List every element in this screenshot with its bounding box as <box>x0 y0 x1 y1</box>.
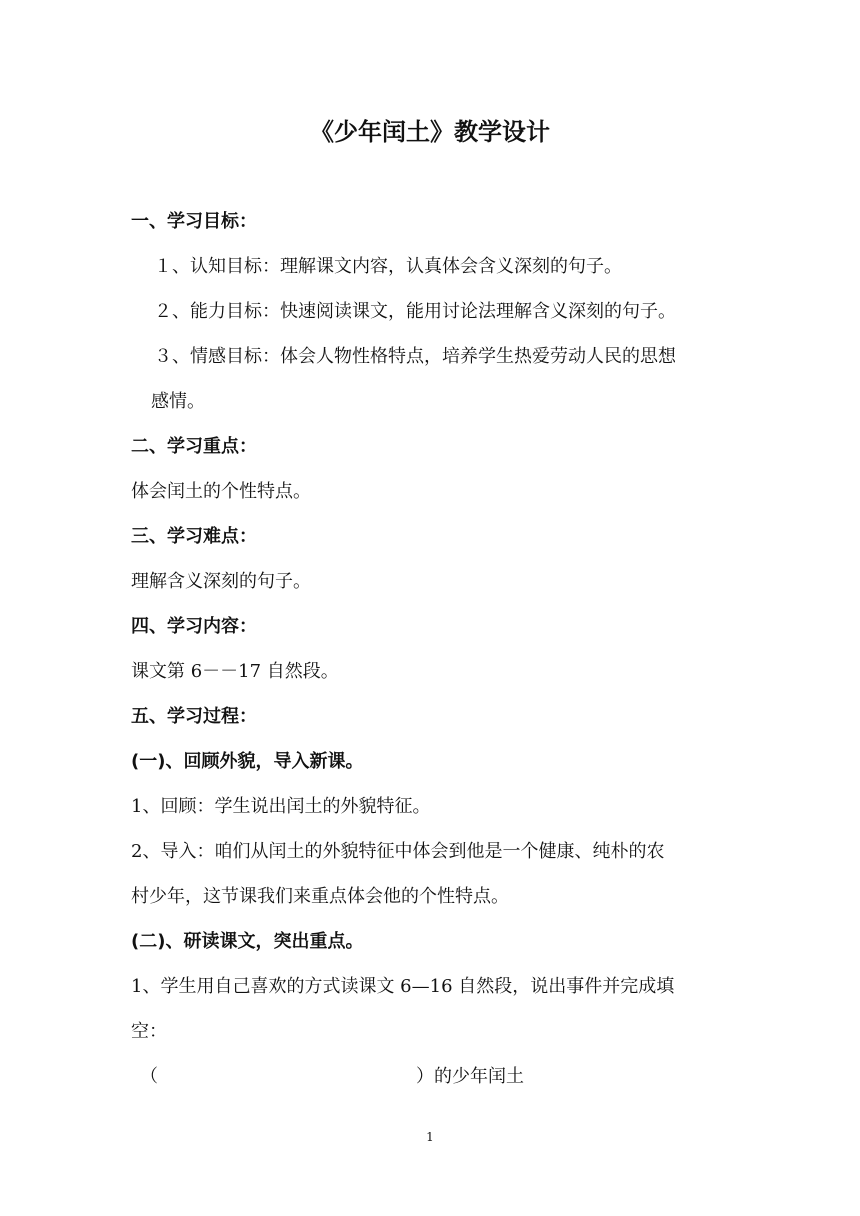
fill-in-blank-line <box>140 1062 524 1088</box>
key-points-text: 体会闰土的个性特点。 <box>131 481 311 502</box>
objective-item-3-line-2: 感情。 <box>151 391 205 412</box>
page-number: 1 <box>426 1130 434 1144</box>
document-title: 《少年闰土》教学设计 <box>310 118 550 146</box>
content-text: 课文第 6－－17 自然段。 <box>131 661 339 682</box>
subsection-heading-study: (二)、研读课文，突出重点。 <box>131 931 364 952</box>
review-item-1: 1、回顾：学生说出闰土的外貌特征。 <box>131 796 431 817</box>
section-heading-process: 五、学习过程： <box>131 706 257 727</box>
section-heading-difficulties: 三、学习难点： <box>131 526 257 547</box>
section-heading-content: 四、学习内容： <box>131 616 257 637</box>
difficulties-text: 理解含义深刻的句子。 <box>131 571 311 592</box>
subsection-heading-review: (一)、回顾外貌，导入新课。 <box>131 751 364 772</box>
review-item-2-line-1: 2、导入：咱们从闰土的外貌特征中体会到他是一个健康、纯朴的农 <box>131 841 665 862</box>
blank-open-paren: （ <box>140 1066 158 1087</box>
objective-item-3-line-1: ３、情感目标：体会人物性格特点，培养学生热爱劳动人民的思想 <box>154 346 676 367</box>
objective-item-1: １、认知目标：理解课文内容，认真体会含义深刻的句子。 <box>154 256 622 277</box>
objective-item-2: ２、能力目标：快速阅读课文，能用讨论法理解含义深刻的句子。 <box>154 301 676 322</box>
review-item-2-line-2: 村少年，这节课我们来重点体会他的个性特点。 <box>131 886 509 907</box>
section-heading-objectives: 一、学习目标： <box>131 211 257 232</box>
study-item-1-line-2: 空： <box>131 1021 167 1042</box>
blank-close-text: ）的少年闰土 <box>416 1066 524 1087</box>
section-heading-key-points: 二、学习重点： <box>131 436 257 457</box>
study-item-1-line-1: 1、学生用自己喜欢的方式读课文 6—16 自然段，说出事件并完成填 <box>131 976 675 997</box>
